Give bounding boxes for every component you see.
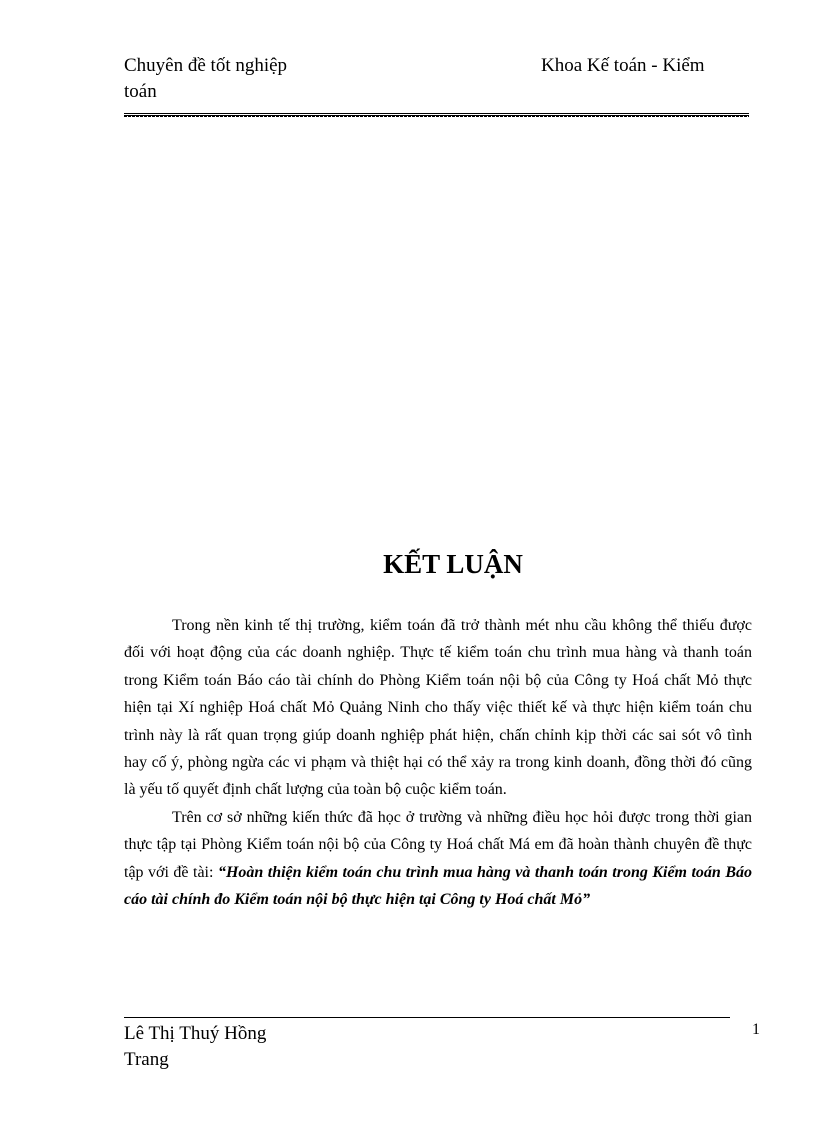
header-left-title-continuation: toán bbox=[124, 81, 157, 102]
paragraph-2-intro: Trên cơ sở những kiến thức đã học ở trường và những điều học hỏi được trong thời gian thực tập tại Phòng Kiểm toán nội bộ của Công ty Hoá chất Má em đã hoàn thành chuyên đề thực tập với đề tài: bbox=[124, 808, 752, 881]
body-text bbox=[124, 612, 752, 913]
header-right-department: Khoa Kế toán - Kiểm bbox=[541, 55, 705, 76]
paragraph-2-topic-title: “Hoàn thiện kiểm toán chu trình mua hàng và thanh toán trong Kiểm toán Báo cáo tài chính đo Kiểm toán nội bộ thực hiện tại Công ty Hoá chất Mỏ” bbox=[124, 863, 752, 909]
footer-author-name-continuation: Trang bbox=[124, 1049, 169, 1070]
header-left-title: Chuyên đề tốt nghiệp bbox=[124, 55, 288, 76]
page-number: 1 bbox=[752, 1021, 760, 1038]
paragraph-1: Trong nền kinh tế thị trường, kiểm toán đã trở thành mét nhu cầu không thể thiếu được đối với hoạt động của các doanh nghiệp. Thực tế kiểm toán chu trình mua hàng và thanh toán trong Kiểm toán Báo cáo tài chính do Phòng Kiểm toán nội bộ của Công ty Hoá chất Mỏ thực hiện tại Xí nghiệp Hoá chất Mỏ Quảng Ninh cho thấy việc thiết kế và thực hiện kiểm toán chu trình này là rất quan trọng giúp doanh nghiệp phát hiện, chấn chỉnh kịp thời các sai sót vô tình hay cố ý, phòng ngừa các vi phạm và thiệt hại có thể xảy ra trong kinh doanh, đồng thời đó cũng là yếu tố quyết định chất lượng của toàn bộ cuộc kiểm toán. bbox=[124, 617, 752, 799]
footer-author-name: Lê Thị Thuý Hồng bbox=[124, 1023, 267, 1044]
paragraph-2 bbox=[124, 804, 752, 914]
page-title: KẾT LUẬN bbox=[383, 549, 523, 579]
footer-divider bbox=[124, 1017, 730, 1018]
header-divider-dots bbox=[124, 115, 749, 117]
